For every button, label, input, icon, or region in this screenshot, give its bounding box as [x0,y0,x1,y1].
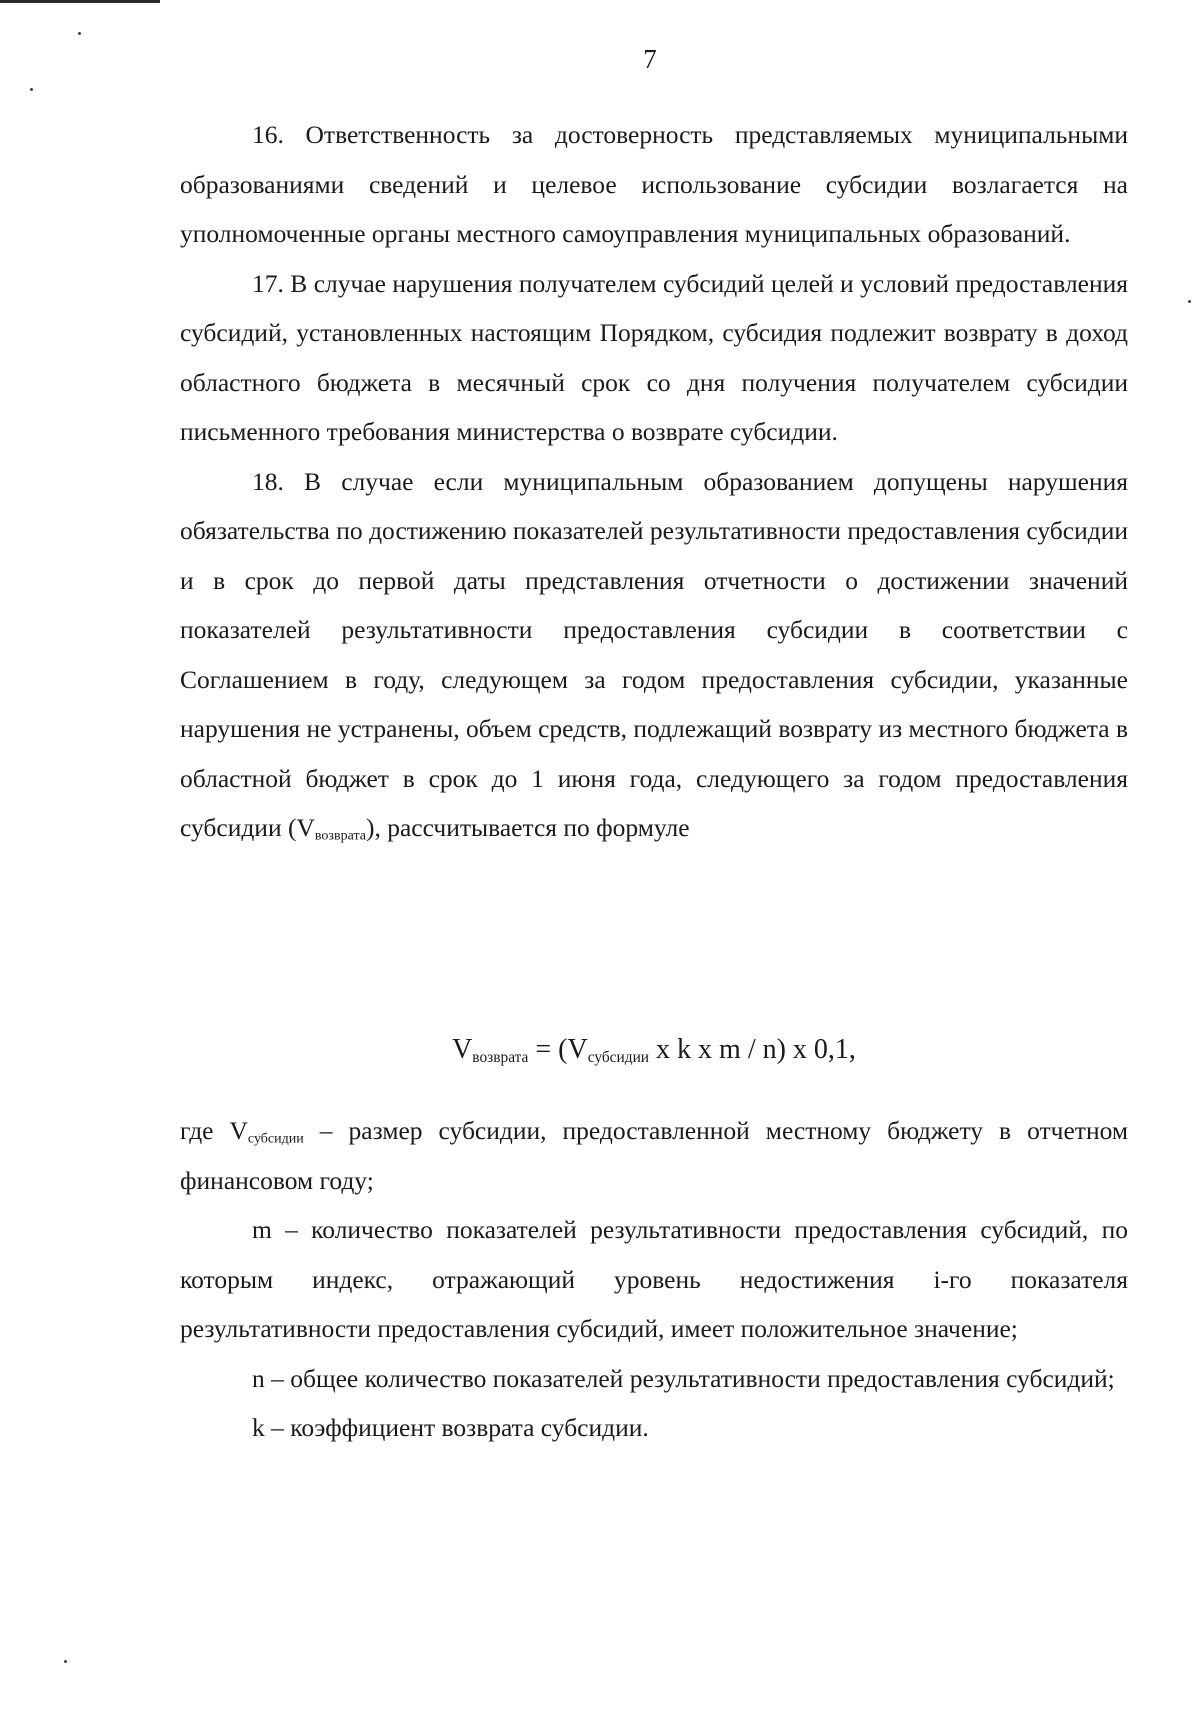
paragraph-18 [180,457,1128,853]
definitions-block [180,1106,1128,1453]
definition-n: n – общее количество показателей результативности предоставления субсидий; [252,1363,1115,1393]
return-formula [180,1030,1128,1070]
definition-m: m – количество показателей результативности предоставления субсидий, по которым индекс, отражающий уровень недостижения i-го показателя результативности предоставления субсидий, имеет положительное значение; [180,1215,1128,1343]
definition-v-text: – размер субсидии, предоставленной местному бюджету в отчетном финансовом году; [180,1116,1128,1195]
scan-speck [64,1660,67,1663]
paragraph-18-text-end: ), рассчитывается по формуле [365,813,690,842]
scan-edge-line [0,0,160,3]
definition-v-prefix: где V [180,1116,248,1145]
definition-v-subscript: субсидии [247,1131,304,1147]
paragraph-18-text: 18. В случае если муниципальным образованием допущены нарушения обязательства по достижению показателей результативности предоставления субсидии и в срок до первой даты представления отчетности о достижении значений показателей результативности предоставления субсидии в соответствии с Соглашением в году, следующем за годом предоставления субсидии, указанные нарушения не устранены, объем средств, подлежащий возврату из местного бюджета в областной бюджет в срок до 1 июня года, следующего за годом предоставления субсидии (V [180,466,1128,842]
definition-k: k – коэффициент возврата субсидии. [252,1413,649,1442]
paragraph-18-subscript: возврата [314,828,366,844]
scan-speck [30,88,33,91]
paragraph-17: 17. В случае нарушения получателем субсидий целей и условий предоставления субсидий, установленных настоящим Порядком, субсидия подлежит возврату в доход областного бюджета в месячный срок со дня получения получателем субсидии письменного требования министерства о возврате субсидии. [180,268,1128,446]
paragraph-16: 16. Ответственность за достоверность представляемых муниципальными образованиями сведений и целевое использование субсидии возлагается на уполномоченные органы местного самоуправления муниципальных образований. [180,120,1128,248]
formula-v-subscript: возврата [472,1048,529,1066]
formula-v: V [452,1034,473,1065]
definition-v-subsidy [180,1106,1128,1205]
page-number: 7 [643,44,657,74]
upper-text-block [180,110,1128,853]
formula-subsidy-subscript: субсидии [587,1048,650,1066]
scan-speck [78,32,81,35]
formula-equals: = (V [528,1034,588,1065]
scan-speck [1188,300,1191,303]
formula-tail: x k x m / n) x 0,1, [649,1034,856,1065]
